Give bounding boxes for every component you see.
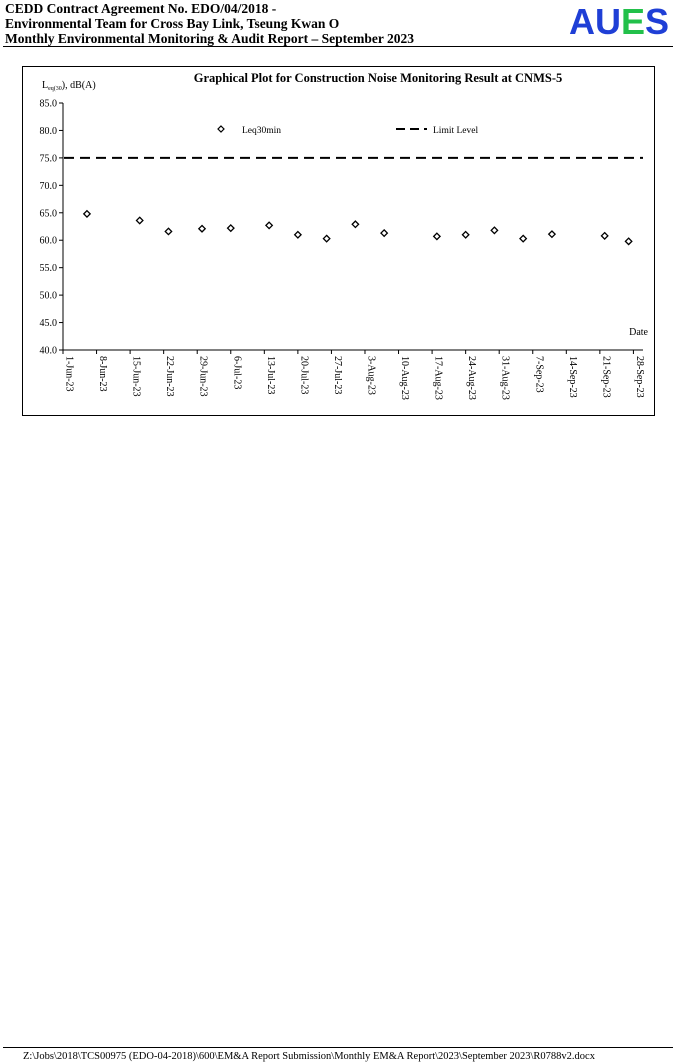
data-point xyxy=(228,225,234,231)
axes xyxy=(40,99,645,400)
noise-monitoring-chart xyxy=(23,67,654,415)
logo-letter-u: U xyxy=(594,1,621,42)
legend-leq30min-label: Leq30min xyxy=(242,126,282,136)
data-point xyxy=(381,230,387,236)
data-point xyxy=(462,232,468,238)
x-tick-label: 22-Jun-23 xyxy=(164,356,176,397)
data-point xyxy=(601,233,607,239)
header-contract-line: CEDD Contract Agreement No. EDO/04/2018 - xyxy=(5,1,277,16)
y-tick-label: 75.0 xyxy=(39,153,57,165)
data-point xyxy=(165,228,171,234)
data-point xyxy=(434,233,440,239)
aues-logo xyxy=(569,3,669,41)
x-tick-label: 3-Aug-23 xyxy=(365,356,377,395)
data-point xyxy=(520,235,526,241)
footer-divider xyxy=(3,1047,673,1048)
data-points xyxy=(84,211,632,245)
y-tick-label: 70.0 xyxy=(39,180,57,192)
y-tick-label: 85.0 xyxy=(39,98,57,110)
x-tick-label: 20-Jul-23 xyxy=(298,356,310,395)
x-tick-label: 7-Sep-23 xyxy=(533,356,545,393)
y-axis-label xyxy=(42,80,96,92)
chart-title: Graphical Plot for Construction Noise Monitoring Result at CNMS-5 xyxy=(193,71,563,85)
x-tick-label: 17-Aug-23 xyxy=(432,356,444,400)
data-point xyxy=(199,225,205,231)
data-point xyxy=(549,231,555,237)
y-axis-label-rest: ), dB(A) xyxy=(61,80,96,91)
legend-diamond-marker xyxy=(218,126,224,132)
x-axis-label: Date xyxy=(629,327,648,338)
y-tick-label: 50.0 xyxy=(39,290,57,302)
x-tick-label: 28-Sep-23 xyxy=(633,356,645,398)
header-report-line: Monthly Environmental Monitoring & Audit Report – September 2023 xyxy=(5,31,415,46)
x-tick-label: 13-Jul-23 xyxy=(264,356,276,395)
y-tick-label: 60.0 xyxy=(39,235,57,247)
legend-limit-label: Limit Level xyxy=(433,126,479,136)
y-tick-label: 40.0 xyxy=(39,345,57,357)
y-tick-label: 80.0 xyxy=(39,125,57,137)
y-tick-label: 65.0 xyxy=(39,208,57,220)
x-tick-label: 14-Sep-23 xyxy=(566,356,578,398)
y-tick-label: 55.0 xyxy=(39,263,57,275)
y-tick-label: 45.0 xyxy=(39,318,57,330)
legend xyxy=(218,126,478,136)
data-point xyxy=(136,217,142,223)
data-point xyxy=(625,238,631,244)
data-point xyxy=(84,211,90,217)
data-point xyxy=(266,222,272,228)
report-header xyxy=(5,1,671,47)
header-divider xyxy=(3,46,673,47)
x-tick-label: 21-Sep-23 xyxy=(600,356,612,398)
x-tick-label: 31-Aug-23 xyxy=(499,356,511,400)
x-tick-label: 8-Jun-23 xyxy=(97,356,109,392)
x-tick-label: 1-Jun-23 xyxy=(63,356,75,392)
y-axis-label-main: L xyxy=(42,80,49,91)
header-team-line: Environmental Team for Cross Bay Link, Tseung Kwan O xyxy=(5,16,340,31)
data-point xyxy=(295,232,301,238)
x-tick-label: 15-Jun-23 xyxy=(130,356,142,397)
x-tick-label: 27-Jul-23 xyxy=(331,356,343,395)
data-point xyxy=(323,235,329,241)
logo-letter-s: S xyxy=(644,1,669,42)
x-tick-label: 24-Aug-23 xyxy=(466,356,478,400)
x-tick-label: 29-Jun-23 xyxy=(197,356,209,397)
x-tick-label: 10-Aug-23 xyxy=(399,356,411,400)
data-point xyxy=(491,227,497,233)
footer-file-path: Z:\Jobs\2018\TCS00975 (EDO-04-2018)\600\EM&A Report Submission\Monthly EM&A Report\2023\September 2023\R0788v2.docx xyxy=(23,1051,595,1062)
logo-letter-e: E xyxy=(620,1,645,42)
logo-letter-a: A xyxy=(568,1,595,42)
data-point xyxy=(352,221,358,227)
chart-frame xyxy=(22,66,655,416)
y-axis-label-sub: eq(30 xyxy=(48,86,62,92)
x-tick-label: 6-Jul-23 xyxy=(231,356,243,390)
